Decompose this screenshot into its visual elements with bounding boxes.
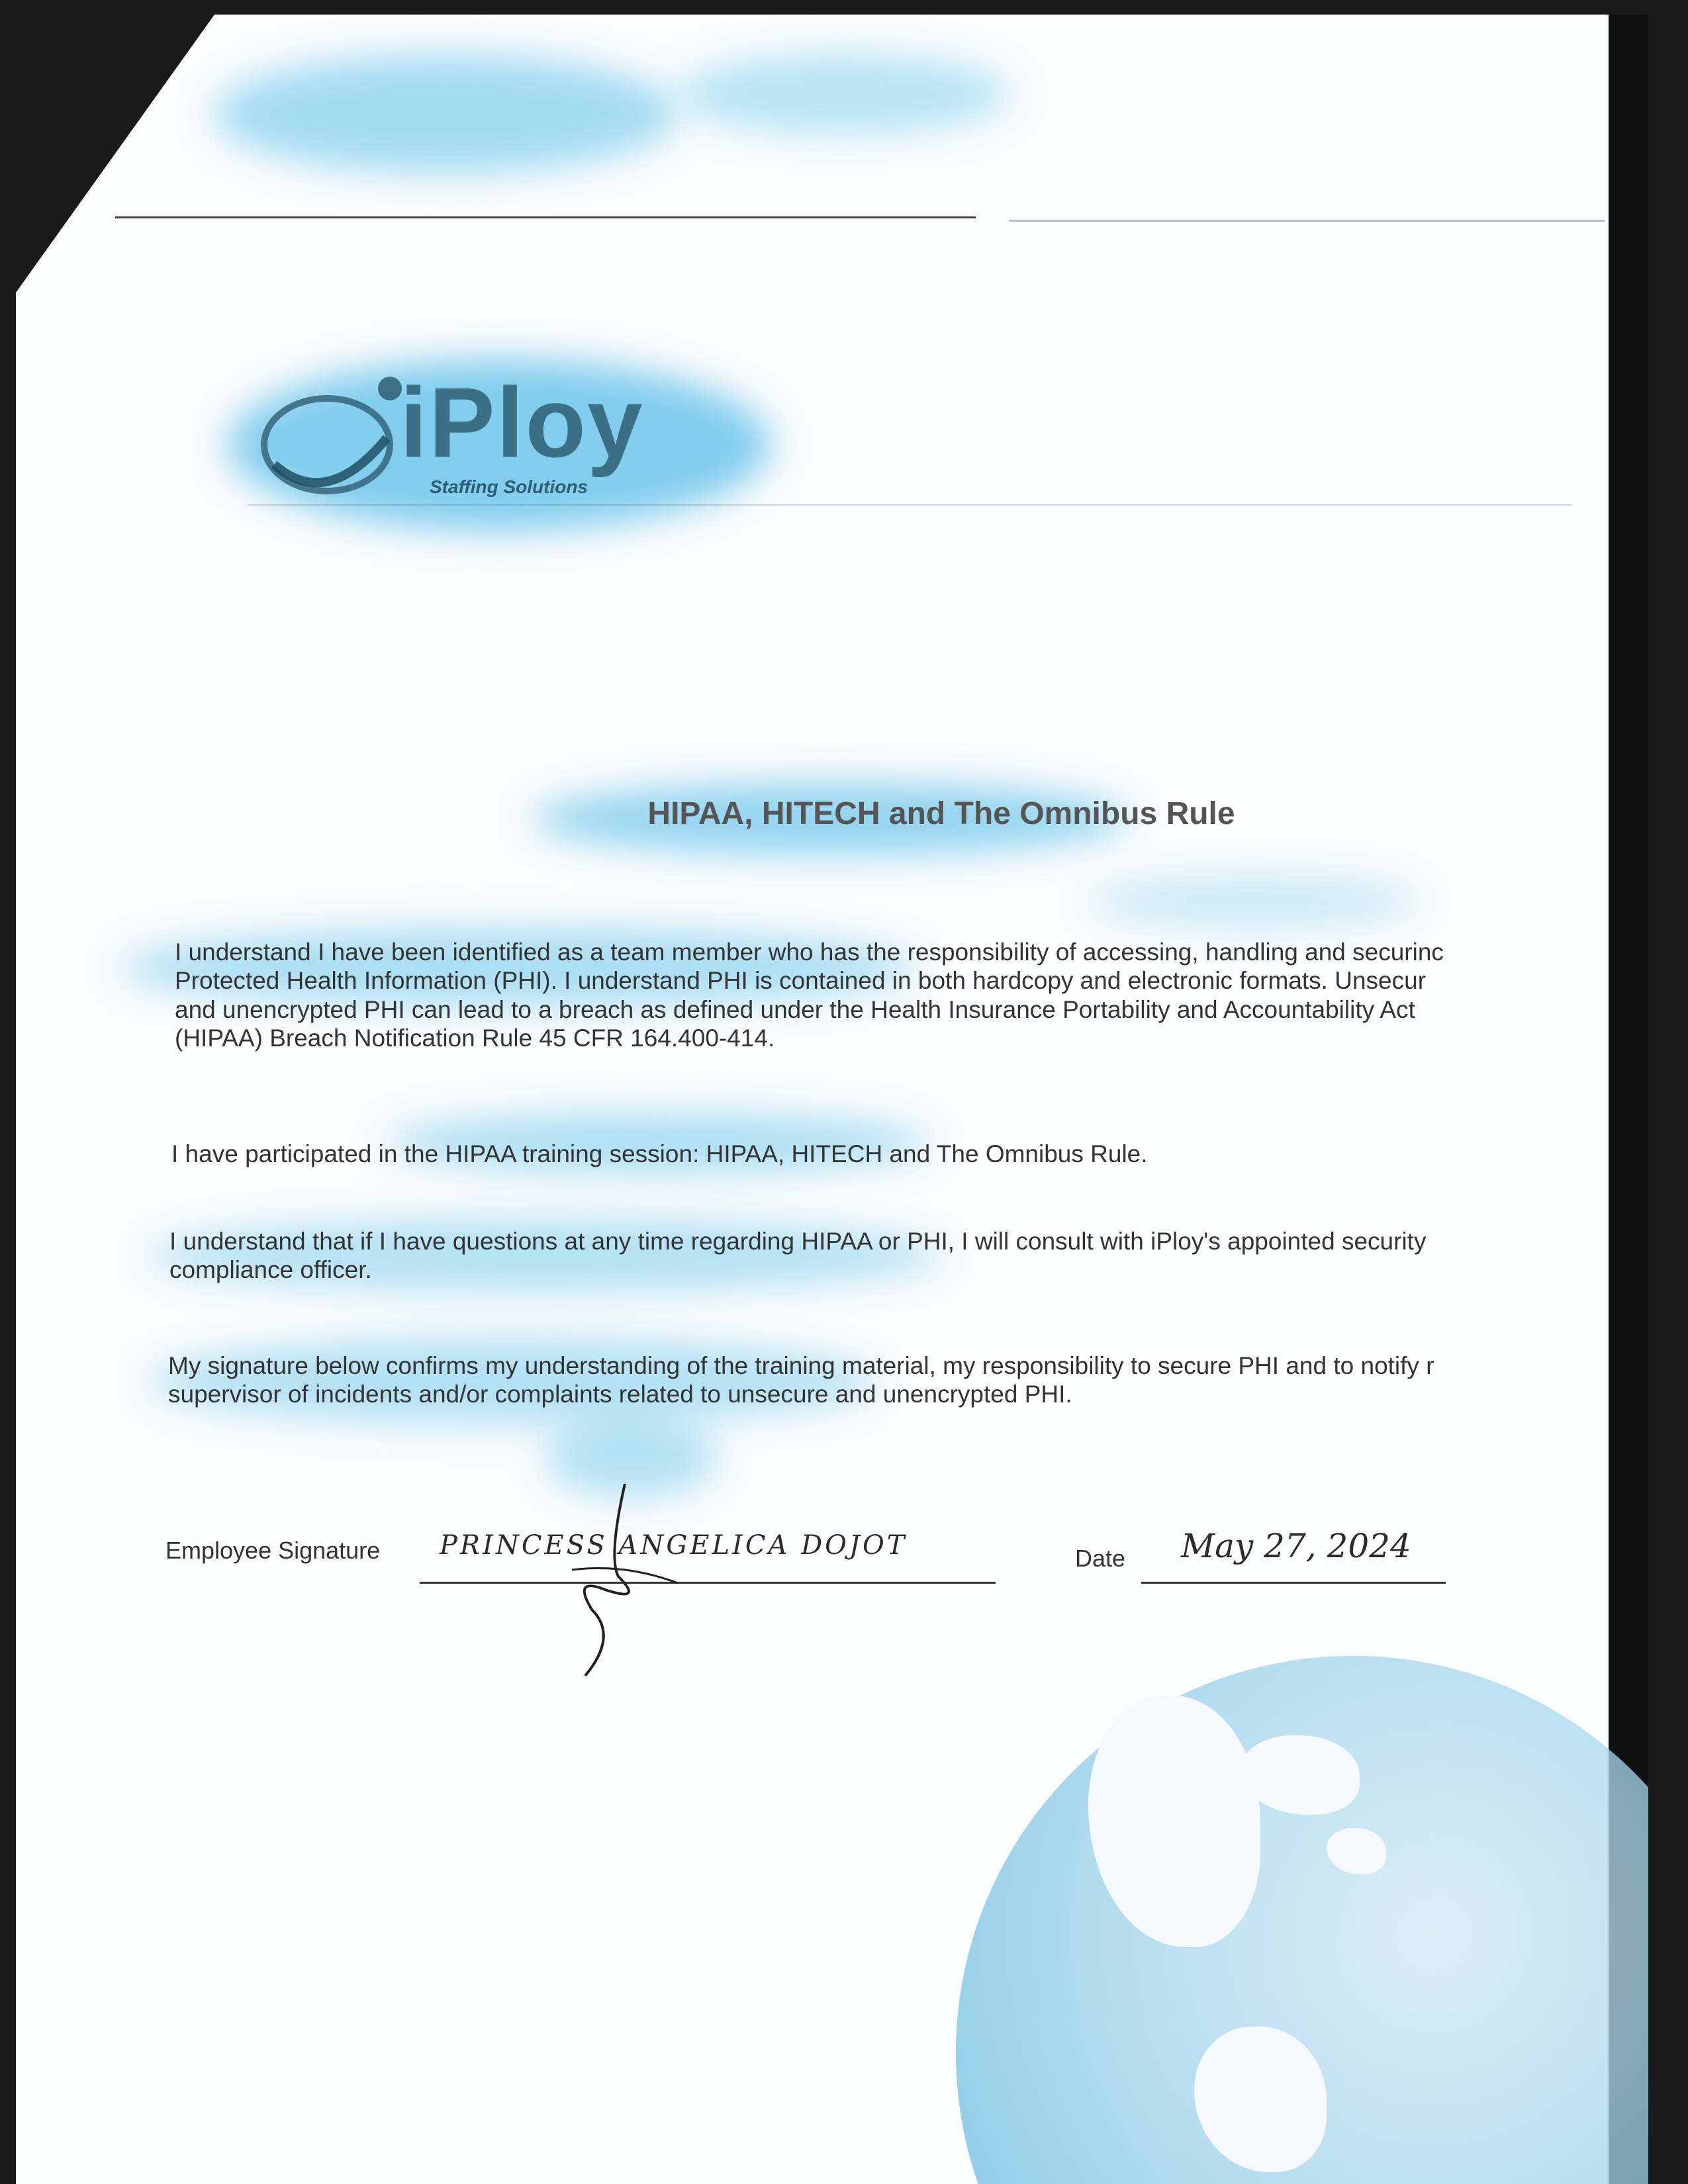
date-line (1141, 1582, 1446, 1584)
logo-tagline: Staffing Solutions (430, 477, 588, 497)
handwritten-date: May 27, 2024 (1181, 1527, 1411, 1565)
document-title: HIPAA, HITECH and The Omnibus Rule (647, 796, 1235, 831)
logo-swoosh-icon (254, 365, 413, 518)
date-label: Date (1075, 1545, 1126, 1572)
header-rule (1009, 220, 1605, 222)
globe-watermark (956, 1656, 1648, 2184)
company-logo (254, 365, 718, 518)
signature-line (420, 1582, 996, 1584)
paragraph-questions: I understand that if I have questions at any time regarding HIPAA or PHI, I will consult with iPloy's appointed security compliance officer. (169, 1228, 1427, 1284)
signature-scribble (545, 1477, 691, 1689)
handwritten-name: PRINCESS ANGELICA DOJOT (440, 1530, 908, 1561)
header-rule (115, 216, 976, 218)
paragraph-confirmation: My signature below confirms my understanding of the training material, my responsibility to secure PHI and to notify r supervisor of incidents and/or complaints related to unsecure and unencrypted PHI. (168, 1352, 1434, 1408)
document-page (16, 15, 1648, 2184)
folded-corner (16, 15, 214, 293)
toner-smudge (1088, 875, 1419, 928)
toner-smudge (678, 54, 1009, 134)
logo-wordmark: iPloy (400, 367, 644, 478)
paragraph-training: I have participated in the HIPAA training session: HIPAA, HITECH and The Omnibus Rule. (171, 1140, 1148, 1167)
toner-smudge (214, 54, 678, 173)
employee-signature-label: Employee Signature (165, 1537, 381, 1564)
paragraph-responsibility: I understand I have been identified as a team member who has the responsibility of accessing, handling and securinc Protected Health Information (PHI). I understand PHI is contained in both hardcopy and electronic formats. Unsecur and unencrypted PHI can lead to a breach as defined under the Health Insurance Portability and Accountability Act (HIPAA) Breach Notification Rule 45 CFR 164.400-414. (175, 938, 1444, 1052)
